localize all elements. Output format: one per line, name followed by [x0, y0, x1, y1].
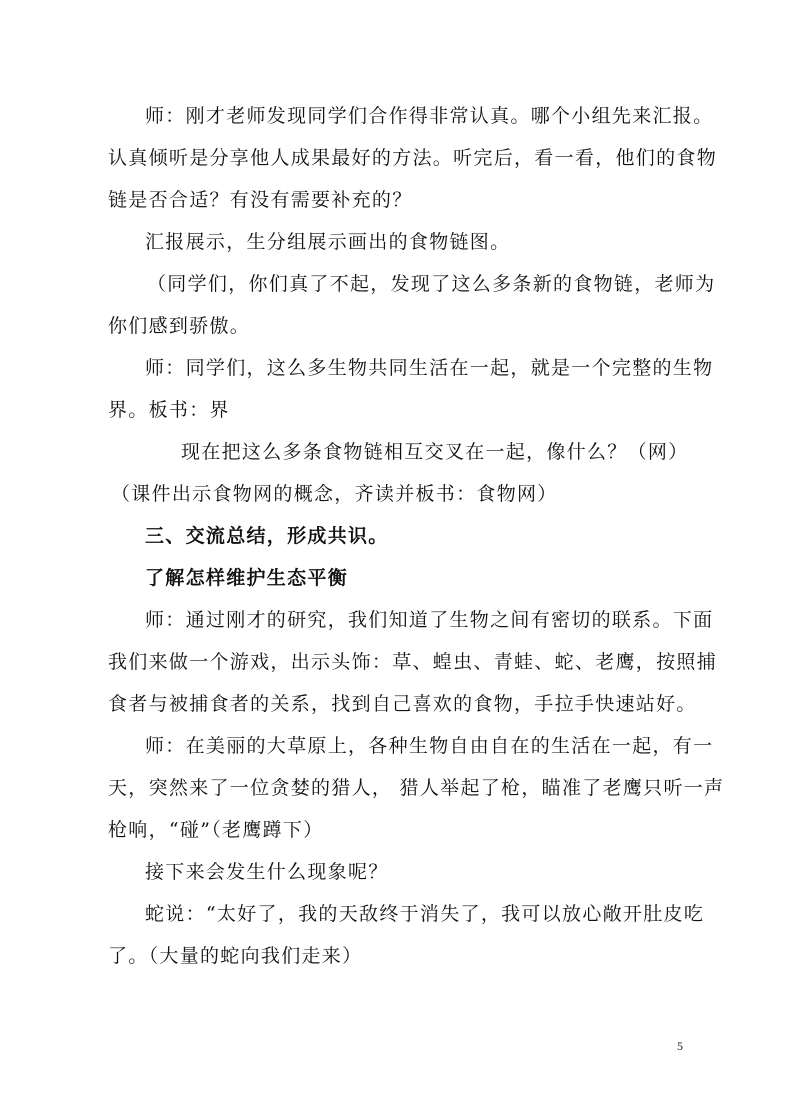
- section-heading: 三、交流总结，形成共识。: [145, 525, 389, 547]
- text-line: （同学们，你们真了不起，发现了这么多条新的食物链，老师为: [147, 273, 716, 295]
- text-line: 现在把这么多条食物链相互交叉在一起，像什么？（网）: [181, 441, 689, 463]
- text-line: 我们来做一个游戏，出示头饰：草、蝗虫、青蛙、蛇、老鹰，按照捕: [108, 651, 718, 673]
- text-line: 接下来会发生什么现象呢？: [145, 861, 389, 883]
- text-line: 蛇说：“太好了，我的天敌终于消失了，我可以放心敞开肚皮吃: [145, 903, 705, 925]
- text-line: 链是否合适？有没有需要补充的？: [108, 189, 413, 211]
- text-line: 枪响，“碰”（老鹰蹲下）: [108, 819, 324, 841]
- text-line: 师：同学们，这么多生物共同生活在一起，就是一个完整的生物: [145, 357, 714, 379]
- text-line: （课件出示食物网的概念，齐读并板书：食物网）: [111, 483, 558, 505]
- text-line: 汇报展示，生分组展示画出的食物链图。: [145, 231, 511, 253]
- text-line: 界。板书：界: [108, 399, 230, 421]
- text-line: 天，突然来了一位贪婪的猎人， 猎人举起了枪，瞄准了老鹰只听一声: [108, 777, 725, 799]
- text-line: 你们感到骄傲。: [108, 315, 251, 337]
- text-line: 了。（大量的蛇向我们走来）: [108, 945, 363, 967]
- page-number: 5: [677, 1039, 683, 1053]
- text-line: 师：通过刚才的研究，我们知道了生物之间有密切的联系。下面: [145, 609, 714, 631]
- text-line: 食者与被捕食者的关系，找到自己喜欢的食物，手拉手快速站好。: [108, 693, 697, 715]
- text-line: 师：刚才老师发现同学们合作得非常认真。哪个小组先来汇报。: [145, 105, 714, 127]
- text-line: 师：在美丽的大草原上，各种生物自由自在的生活在一起，有一: [145, 735, 714, 757]
- text-line: 认真倾听是分享他人成果最好的方法。听完后，看一看，他们的食物: [108, 147, 718, 169]
- subsection-heading: 了解怎样维护生态平衡: [145, 567, 349, 589]
